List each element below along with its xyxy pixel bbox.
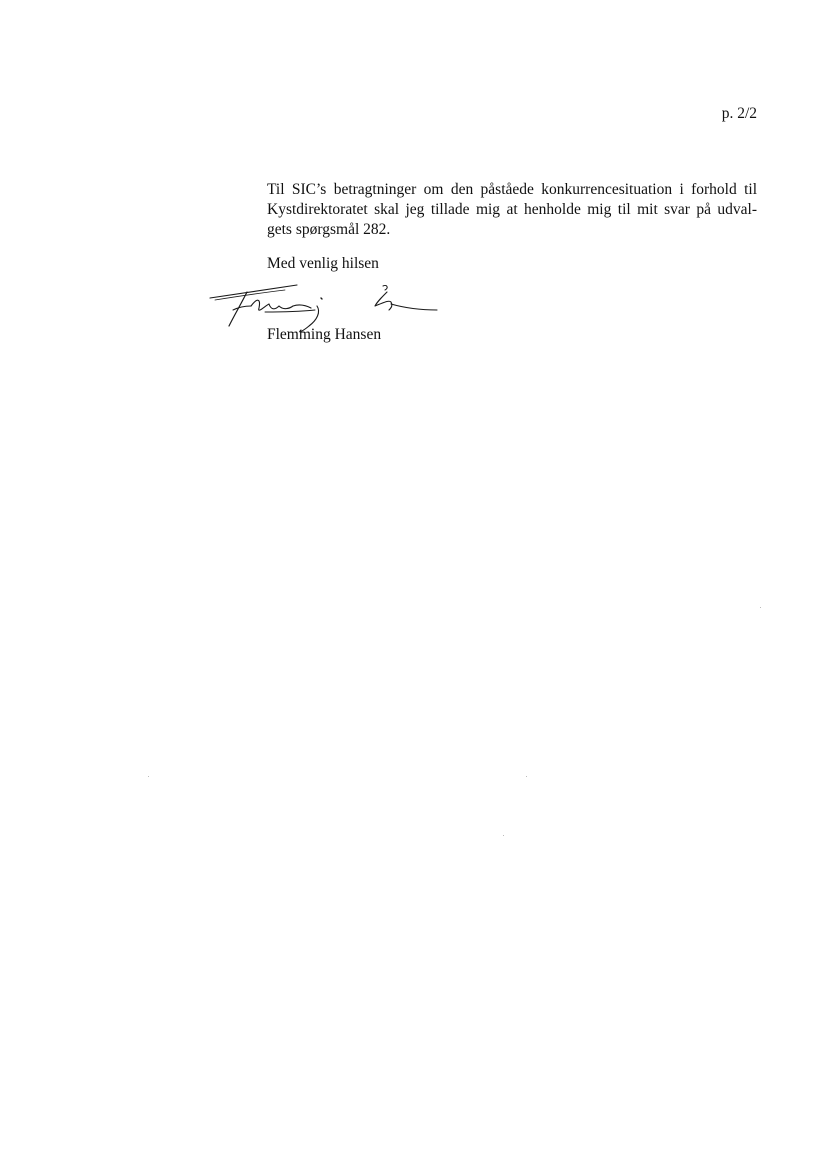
page-number: p. 2/2 [721,105,757,122]
scan-speck [503,835,504,836]
signer-name: Flemming Hansen [267,326,382,343]
letter-paragraph [267,180,757,240]
paragraph-line: gets spørgsmål 282. [267,221,391,238]
closing-salutation: Med venlig hilsen [267,255,379,272]
scan-speck [760,607,761,608]
scan-speck [526,776,527,777]
paragraph-line: Kystdirektoratet skal jeg tillade mig at henholde mig til mit svar på udval- [267,201,757,218]
paragraph-line: Til SIC’s betragtninger om den påståede konkurrencesituation i forhold til [267,181,757,198]
scan-speck [148,776,149,777]
